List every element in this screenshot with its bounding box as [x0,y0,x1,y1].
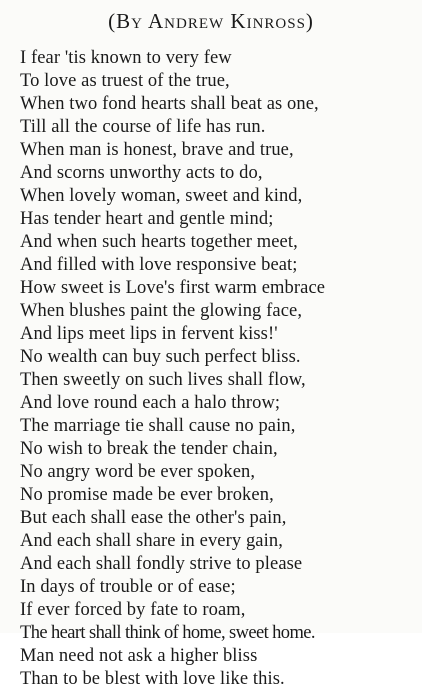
poem-line: Till all the course of life has run. [20,117,266,137]
poem-line: Then sweetly on such lives shall flow, [20,370,306,390]
poem-line: When man is honest, brave and true, [20,140,294,160]
poem-line: When blushes paint the glowing face, [20,301,303,321]
poem-line: And scorns unworthy acts to do, [20,163,263,183]
poem-line: When lovely woman, sweet and kind, [20,186,303,206]
poem-line: And when such hearts together meet, [20,232,298,252]
poem-line: Man need not ask a higher bliss [20,646,258,666]
poem-line: And each shall fondly strive to please [20,554,303,574]
poem-line: No angry word be ever spoken, [20,462,256,482]
poem-line: And love round each a halo throw; [20,393,281,413]
author-byline [0,8,422,34]
poem-line: Than to be blest with love like this. [20,669,285,689]
poem-line: And filled with love responsive beat; [20,255,298,275]
poem-line: If ever forced by fate to roam, [20,600,246,620]
poem-line: The marriage tie shall cause no pain, [20,416,296,436]
poem-line: And each shall share in every gain, [20,531,283,551]
poem-line: When two fond hearts shall beat as one, [20,94,319,114]
poem-line: Has tender heart and gentle mind; [20,209,274,229]
poem-line: I fear 'tis known to very few [20,48,232,68]
byline-text: (By Andrew Kinross) [108,9,314,33]
poem-line: How sweet is Love's first warm embrace [20,278,326,298]
poem-line: In days of trouble or of ease; [20,577,236,597]
poem-body [20,47,420,691]
poem-line: No wealth can buy such perfect bliss. [20,347,301,367]
poem-line: But each shall ease the other's pain, [20,508,287,528]
poem-line: The heart shall think of home, sweet home. [20,623,315,643]
poem-line: To love as truest of the true, [20,71,230,91]
poem-line: No promise made be ever broken, [20,485,274,505]
poem-line: No wish to break the tender chain, [20,439,278,459]
poem-line: And lips meet lips in fervent kiss!' [20,324,278,344]
